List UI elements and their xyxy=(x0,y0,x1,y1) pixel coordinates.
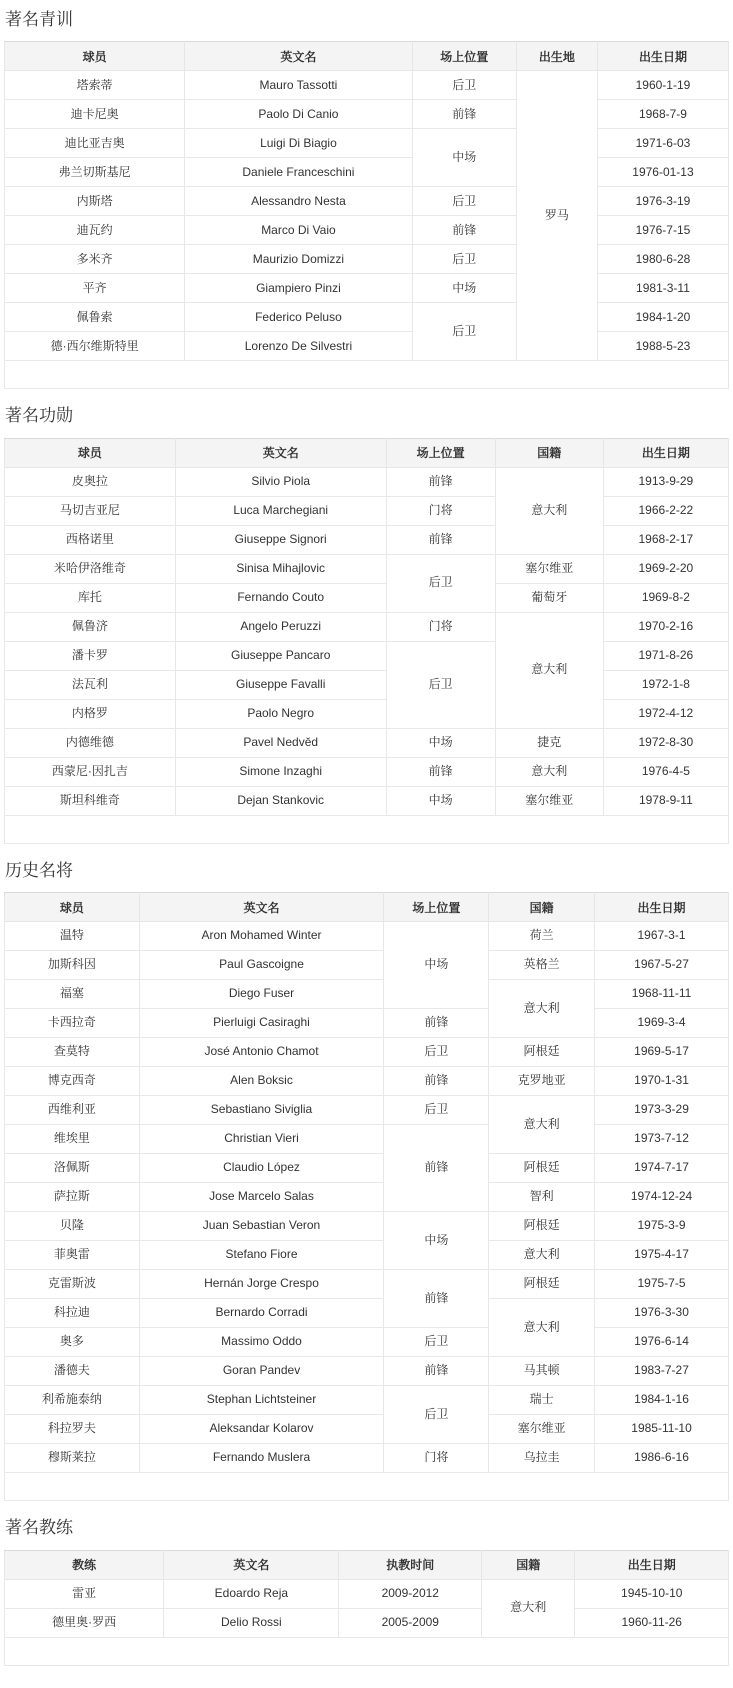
cell-name-en: Claudio López xyxy=(139,1154,384,1183)
table-row xyxy=(5,1038,729,1067)
table-row xyxy=(5,641,729,670)
table-row xyxy=(5,757,729,786)
cell-name-en: Luigi Di Biagio xyxy=(185,129,412,158)
cell-player: 卡西拉奇 xyxy=(5,1009,140,1038)
section-title-famous-youth: 著名青训 xyxy=(5,10,73,29)
cell-nationality: 意大利 xyxy=(482,1579,575,1637)
cell-birthdate: 1976-7-15 xyxy=(597,216,728,245)
cell-birthdate: 1960-1-19 xyxy=(597,71,728,100)
cell-birthdate: 1980-6-28 xyxy=(597,245,728,274)
cell-birthdate: 1975-7-5 xyxy=(595,1270,729,1299)
cell-tenure: 2005-2009 xyxy=(339,1608,482,1637)
column-header-nationality: 国籍 xyxy=(489,893,595,922)
cell-name-en: Paolo Negro xyxy=(175,699,386,728)
cell-name-en: Giampiero Pinzi xyxy=(185,274,412,303)
cell-birthdate: 1976-4-5 xyxy=(603,757,728,786)
cell-name-en: Sebastiano Siviglia xyxy=(139,1096,384,1125)
cell-birthdate: 1970-2-16 xyxy=(603,612,728,641)
table-row xyxy=(5,980,729,1009)
cell-nationality: 意大利 xyxy=(489,1096,595,1154)
cell-nationality: 意大利 xyxy=(489,1299,595,1357)
cell-position: 门将 xyxy=(386,496,495,525)
cell-birthdate: 1969-8-2 xyxy=(603,583,728,612)
cell-name-en: Giuseppe Signori xyxy=(175,525,386,554)
cell-birthdate: 1913-9-29 xyxy=(603,467,728,496)
empty-row xyxy=(5,1637,729,1665)
header-row xyxy=(5,438,729,467)
cell-name-en: Simone Inzaghi xyxy=(175,757,386,786)
section-famous-coaches xyxy=(4,1518,729,1665)
cell-name-en: Angelo Peruzzi xyxy=(175,612,386,641)
column-header-player: 球员 xyxy=(5,893,140,922)
cell-name-en: Diego Fuser xyxy=(139,980,384,1009)
table-row xyxy=(5,187,729,216)
cell-nationality: 马其顿 xyxy=(489,1357,595,1386)
empty-cell xyxy=(5,361,729,389)
cell-nationality: 意大利 xyxy=(489,1241,595,1270)
cell-player: 多米齐 xyxy=(5,245,185,274)
cell-birthdate: 1972-8-30 xyxy=(603,728,728,757)
cell-name-en: Lorenzo De Silvestri xyxy=(185,332,412,361)
cell-position: 后卫 xyxy=(386,641,495,728)
cell-birthdate: 1986-6-16 xyxy=(595,1444,729,1473)
cell-position: 前锋 xyxy=(384,1067,489,1096)
cell-player: 福塞 xyxy=(5,980,140,1009)
cell-player: 查莫特 xyxy=(5,1038,140,1067)
cell-name-en: Pierluigi Casiraghi xyxy=(139,1009,384,1038)
column-header-name-en: 英文名 xyxy=(185,42,412,71)
cell-player: 加斯科因 xyxy=(5,951,140,980)
cell-name-en: Fernando Couto xyxy=(175,583,386,612)
cell-nationality: 塞尔维亚 xyxy=(495,786,603,815)
column-header-tenure: 执教时间 xyxy=(339,1550,482,1579)
cell-birthdate: 1968-11-11 xyxy=(595,980,729,1009)
cell-nationality: 意大利 xyxy=(495,612,603,728)
cell-player: 菲奥雷 xyxy=(5,1241,140,1270)
cell-birthdate: 1972-4-12 xyxy=(603,699,728,728)
cell-birthdate: 1972-1-8 xyxy=(603,670,728,699)
cell-coach: 德里奥·罗西 xyxy=(5,1608,164,1637)
cell-name-en: Pavel Nedvěd xyxy=(175,728,386,757)
cell-player: 潘德夫 xyxy=(5,1357,140,1386)
cell-name-en: Sinisa Mihajlovic xyxy=(175,554,386,583)
cell-player: 博克西奇 xyxy=(5,1067,140,1096)
cell-name-en: Hernán Jorge Crespo xyxy=(139,1270,384,1299)
table-row xyxy=(5,525,729,554)
cell-name-en: Jose Marcelo Salas xyxy=(139,1183,384,1212)
cell-name-en: Fernando Muslera xyxy=(139,1444,384,1473)
cell-birthdate: 1984-1-20 xyxy=(597,303,728,332)
table-row xyxy=(5,467,729,496)
empty-row xyxy=(5,815,729,843)
famous-coaches-table xyxy=(4,1550,729,1666)
cell-name-en: Stephan Lichtsteiner xyxy=(139,1386,384,1415)
cell-player: 贝隆 xyxy=(5,1212,140,1241)
cell-player: 平齐 xyxy=(5,274,185,303)
table-row xyxy=(5,1009,729,1038)
cell-nationality: 克罗地亚 xyxy=(489,1067,595,1096)
cell-player: 西维利亚 xyxy=(5,1096,140,1125)
cell-birthdate: 1969-3-4 xyxy=(595,1009,729,1038)
cell-player: 米哈伊洛维奇 xyxy=(5,554,176,583)
table-row xyxy=(5,786,729,815)
column-header-name-en: 英文名 xyxy=(139,893,384,922)
cell-player: 利希施泰纳 xyxy=(5,1386,140,1415)
cell-name-en: Goran Pandev xyxy=(139,1357,384,1386)
cell-player: 维埃里 xyxy=(5,1125,140,1154)
table-row xyxy=(5,1183,729,1212)
table-row xyxy=(5,1444,729,1473)
cell-position: 后卫 xyxy=(384,1386,489,1444)
cell-birthdate: 1974-7-17 xyxy=(595,1154,729,1183)
section-famous-youth xyxy=(4,10,729,389)
table-row xyxy=(5,216,729,245)
table-row xyxy=(5,1386,729,1415)
section-title-famous-merit: 著名功勋 xyxy=(5,406,73,426)
cell-birthdate: 1945-10-10 xyxy=(575,1579,729,1608)
cell-birthdate: 1968-7-9 xyxy=(597,100,728,129)
cell-birthdate: 1960-11-26 xyxy=(575,1608,729,1637)
cell-nationality: 阿根廷 xyxy=(489,1154,595,1183)
table-row xyxy=(5,496,729,525)
cell-player: 穆斯莱拉 xyxy=(5,1444,140,1473)
table-row xyxy=(5,303,729,332)
cell-name-en: Dejan Stankovic xyxy=(175,786,386,815)
header-row xyxy=(5,893,729,922)
cell-birthdate: 1969-5-17 xyxy=(595,1038,729,1067)
cell-tenure: 2009-2012 xyxy=(339,1579,482,1608)
cell-name-en: Juan Sebastian Veron xyxy=(139,1212,384,1241)
cell-position: 前锋 xyxy=(386,525,495,554)
cell-position: 后卫 xyxy=(386,554,495,612)
cell-name-en: Delio Rossi xyxy=(164,1608,339,1637)
cell-birthdate: 1967-5-27 xyxy=(595,951,729,980)
cell-position: 门将 xyxy=(384,1444,489,1473)
section-famous-merit xyxy=(4,406,729,843)
cell-nationality: 乌拉圭 xyxy=(489,1444,595,1473)
empty-cell xyxy=(5,815,729,843)
cell-birthdate: 1976-3-30 xyxy=(595,1299,729,1328)
table-row xyxy=(5,100,729,129)
cell-name-en: Bernardo Corradi xyxy=(139,1299,384,1328)
table-row xyxy=(5,1415,729,1444)
cell-birthdate: 1976-3-19 xyxy=(597,187,728,216)
cell-player: 克雷斯波 xyxy=(5,1270,140,1299)
cell-position: 中场 xyxy=(384,922,489,1009)
cell-name-en: Alen Boksic xyxy=(139,1067,384,1096)
cell-name-en: Massimo Oddo xyxy=(139,1328,384,1357)
column-header-coach: 教练 xyxy=(5,1550,164,1579)
cell-birthdate: 1976-6-14 xyxy=(595,1328,729,1357)
table-row xyxy=(5,1579,729,1608)
table-row xyxy=(5,71,729,100)
table-row xyxy=(5,554,729,583)
table-row xyxy=(5,1328,729,1357)
column-header-name-en: 英文名 xyxy=(175,438,386,467)
empty-row xyxy=(5,361,729,389)
cell-nationality: 塞尔维亚 xyxy=(489,1415,595,1444)
cell-name-en: Giuseppe Pancaro xyxy=(175,641,386,670)
cell-position: 前锋 xyxy=(412,100,516,129)
table-row xyxy=(5,699,729,728)
cell-birthdate: 1967-3-1 xyxy=(595,922,729,951)
cell-birthdate: 1976-01-13 xyxy=(597,158,728,187)
cell-name-en: Silvio Piola xyxy=(175,467,386,496)
cell-position: 前锋 xyxy=(386,467,495,496)
cell-player: 内德维德 xyxy=(5,728,176,757)
cell-name-en: Paolo Di Canio xyxy=(185,100,412,129)
table-row xyxy=(5,1154,729,1183)
cell-position: 中场 xyxy=(412,129,516,187)
cell-position: 中场 xyxy=(386,786,495,815)
cell-name-en: Daniele Franceschini xyxy=(185,158,412,187)
cell-nationality: 瑞士 xyxy=(489,1386,595,1415)
cell-birthdate: 1966-2-22 xyxy=(603,496,728,525)
section-title-famous-coaches: 著名教练 xyxy=(5,1518,73,1538)
cell-position: 后卫 xyxy=(412,303,516,361)
cell-player: 库托 xyxy=(5,583,176,612)
column-header-position: 场上位置 xyxy=(412,42,516,71)
column-header-position: 场上位置 xyxy=(384,893,489,922)
cell-player: 佩鲁索 xyxy=(5,303,185,332)
cell-position: 门将 xyxy=(386,612,495,641)
table-row xyxy=(5,1608,729,1637)
cell-player: 西格诺里 xyxy=(5,525,176,554)
cell-nationality: 阿根廷 xyxy=(489,1270,595,1299)
cell-nationality: 阿根廷 xyxy=(489,1212,595,1241)
table-row xyxy=(5,1125,729,1154)
cell-position: 前锋 xyxy=(384,1270,489,1328)
cell-name-en: Maurizio Domizzi xyxy=(185,245,412,274)
cell-name-en: Alessandro Nesta xyxy=(185,187,412,216)
cell-player: 奥多 xyxy=(5,1328,140,1357)
cell-name-en: Aron Mohamed Winter xyxy=(139,922,384,951)
table-row xyxy=(5,332,729,361)
cell-name-en: Paul Gascoigne xyxy=(139,951,384,980)
famous-merit-table xyxy=(4,438,729,844)
cell-player: 科拉迪 xyxy=(5,1299,140,1328)
cell-player: 斯坦科维奇 xyxy=(5,786,176,815)
cell-birthdate: 1984-1-16 xyxy=(595,1386,729,1415)
cell-nationality: 荷兰 xyxy=(489,922,595,951)
section-title-historic-stars: 历史名将 xyxy=(5,860,73,880)
cell-player: 内斯塔 xyxy=(5,187,185,216)
cell-position: 前锋 xyxy=(384,1125,489,1212)
cell-birthdate: 1983-7-27 xyxy=(595,1357,729,1386)
cell-birthdate: 1975-4-17 xyxy=(595,1241,729,1270)
cell-birthdate: 1978-9-11 xyxy=(603,786,728,815)
table-row xyxy=(5,1212,729,1241)
column-header-player: 球员 xyxy=(5,438,176,467)
cell-birthdate: 1974-12-24 xyxy=(595,1183,729,1212)
cell-nationality: 葡萄牙 xyxy=(495,583,603,612)
column-header-nationality: 国籍 xyxy=(495,438,603,467)
cell-player: 迪比亚吉奥 xyxy=(5,129,185,158)
cell-name-en: Giuseppe Favalli xyxy=(175,670,386,699)
famous-youth-table xyxy=(4,41,729,389)
cell-position: 后卫 xyxy=(384,1328,489,1357)
table-row xyxy=(5,245,729,274)
cell-player: 迪卡尼奥 xyxy=(5,100,185,129)
cell-position: 后卫 xyxy=(412,245,516,274)
empty-cell xyxy=(5,1637,729,1665)
cell-position: 前锋 xyxy=(386,757,495,786)
cell-player: 科拉罗夫 xyxy=(5,1415,140,1444)
cell-birthdate: 1981-3-11 xyxy=(597,274,728,303)
cell-birthdate: 1973-7-12 xyxy=(595,1125,729,1154)
cell-position: 前锋 xyxy=(384,1009,489,1038)
cell-nationality: 英格兰 xyxy=(489,951,595,980)
cell-nationality: 捷克 xyxy=(495,728,603,757)
cell-coach: 雷亚 xyxy=(5,1579,164,1608)
cell-name-en: Christian Vieri xyxy=(139,1125,384,1154)
cell-name-en: Federico Peluso xyxy=(185,303,412,332)
cell-birthdate: 1969-2-20 xyxy=(603,554,728,583)
column-header-name-en: 英文名 xyxy=(164,1550,339,1579)
cell-name-en: Aleksandar Kolarov xyxy=(139,1415,384,1444)
cell-birthdate: 1985-11-10 xyxy=(595,1415,729,1444)
table-row xyxy=(5,922,729,951)
header-row xyxy=(5,1550,729,1579)
column-header-birthplace: 出生地 xyxy=(516,42,597,71)
cell-birthdate: 1971-6-03 xyxy=(597,129,728,158)
cell-birthplace: 罗马 xyxy=(516,71,597,361)
cell-player: 德·西尔维斯特里 xyxy=(5,332,185,361)
cell-player: 迪瓦约 xyxy=(5,216,185,245)
table-row xyxy=(5,1241,729,1270)
column-header-birthdate: 出生日期 xyxy=(575,1550,729,1579)
table-row xyxy=(5,1299,729,1328)
table-row xyxy=(5,728,729,757)
cell-birthdate: 1968-2-17 xyxy=(603,525,728,554)
cell-birthdate: 1973-3-29 xyxy=(595,1096,729,1125)
cell-birthdate: 1970-1-31 xyxy=(595,1067,729,1096)
table-row xyxy=(5,951,729,980)
section-historic-stars xyxy=(4,861,729,1501)
cell-position: 后卫 xyxy=(412,71,516,100)
cell-name-en: José Antonio Chamot xyxy=(139,1038,384,1067)
cell-name-en: Stefano Fiore xyxy=(139,1241,384,1270)
cell-position: 后卫 xyxy=(384,1096,489,1125)
cell-name-en: Luca Marchegiani xyxy=(175,496,386,525)
cell-player: 西蒙尼·因扎吉 xyxy=(5,757,176,786)
cell-position: 中场 xyxy=(386,728,495,757)
table-row xyxy=(5,1067,729,1096)
table-row xyxy=(5,158,729,187)
table-row xyxy=(5,1270,729,1299)
cell-player: 温特 xyxy=(5,922,140,951)
empty-row xyxy=(5,1473,729,1501)
cell-player: 皮奥拉 xyxy=(5,467,176,496)
column-header-nationality: 国籍 xyxy=(482,1550,575,1579)
table-row xyxy=(5,612,729,641)
column-header-birthdate: 出生日期 xyxy=(603,438,728,467)
cell-player: 弗兰切斯基尼 xyxy=(5,158,185,187)
column-header-birthdate: 出生日期 xyxy=(597,42,728,71)
table-row xyxy=(5,129,729,158)
cell-player: 法瓦利 xyxy=(5,670,176,699)
cell-player: 潘卡罗 xyxy=(5,641,176,670)
cell-position: 前锋 xyxy=(412,216,516,245)
historic-stars-table xyxy=(4,892,729,1501)
table-row xyxy=(5,1357,729,1386)
cell-birthdate: 1988-5-23 xyxy=(597,332,728,361)
empty-cell xyxy=(5,1473,729,1501)
cell-player: 佩鲁济 xyxy=(5,612,176,641)
cell-position: 后卫 xyxy=(384,1038,489,1067)
header-row xyxy=(5,42,729,71)
cell-position: 后卫 xyxy=(412,187,516,216)
cell-position: 前锋 xyxy=(384,1357,489,1386)
cell-name-en: Edoardo Reja xyxy=(164,1579,339,1608)
cell-position: 中场 xyxy=(412,274,516,303)
column-header-birthdate: 出生日期 xyxy=(595,893,729,922)
cell-nationality: 阿根廷 xyxy=(489,1038,595,1067)
cell-position: 中场 xyxy=(384,1212,489,1270)
cell-name-en: Marco Di Vaio xyxy=(185,216,412,245)
cell-nationality: 意大利 xyxy=(489,980,595,1038)
cell-player: 萨拉斯 xyxy=(5,1183,140,1212)
cell-nationality: 意大利 xyxy=(495,757,603,786)
cell-player: 马切吉亚尼 xyxy=(5,496,176,525)
cell-player: 内格罗 xyxy=(5,699,176,728)
cell-birthdate: 1971-8-26 xyxy=(603,641,728,670)
cell-nationality: 塞尔维亚 xyxy=(495,554,603,583)
column-header-player: 球员 xyxy=(5,42,185,71)
column-header-position: 场上位置 xyxy=(386,438,495,467)
cell-player: 洛佩斯 xyxy=(5,1154,140,1183)
table-row xyxy=(5,583,729,612)
table-row xyxy=(5,1096,729,1125)
cell-nationality: 智利 xyxy=(489,1183,595,1212)
cell-birthdate: 1975-3-9 xyxy=(595,1212,729,1241)
cell-name-en: Mauro Tassotti xyxy=(185,71,412,100)
table-row xyxy=(5,274,729,303)
cell-player: 塔索蒂 xyxy=(5,71,185,100)
cell-nationality: 意大利 xyxy=(495,467,603,554)
table-row xyxy=(5,670,729,699)
